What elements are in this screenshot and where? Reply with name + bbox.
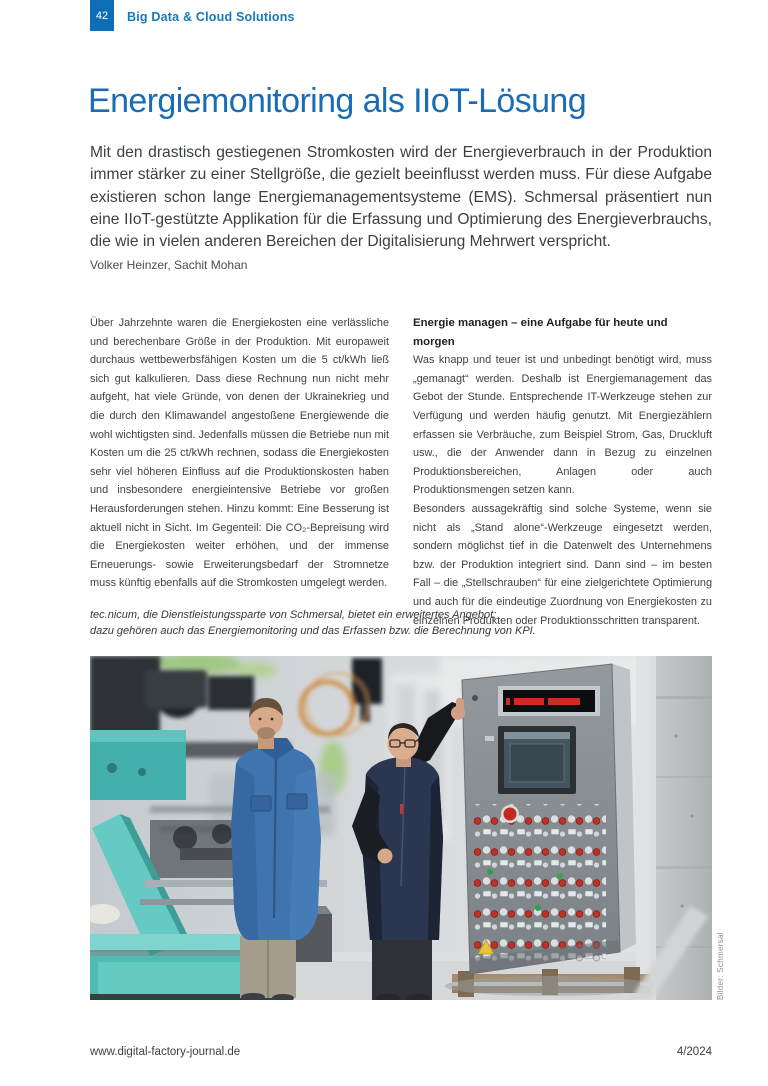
column-right (413, 314, 712, 630)
article-title: Energiemonitoring als IIoT-Lösung (88, 82, 587, 120)
article-body (90, 314, 712, 630)
article-photo-scene (90, 656, 712, 1000)
body-subheading: Energie managen – eine Aufgabe für heute und morgen (413, 317, 668, 348)
photo-caption (90, 608, 712, 639)
photo-caption-line-2: dazu gehören auch das Energiemonitoring und das Erfassen bzw. die Berechnung von KPI. (90, 624, 536, 637)
column-left (90, 314, 389, 630)
photo-credit: Bilder: Schmersal (716, 932, 725, 1000)
page-footer (90, 1046, 712, 1058)
photo-caption-line-1: tec.nicum, die Dienstleistungssparte von Schmersal, bietet ein erweitertes Angebot; (90, 609, 497, 621)
page-number-badge (90, 0, 114, 31)
section-label: Big Data & Cloud Solutions (127, 10, 295, 24)
body-paragraph-left: Über Jahrzehnte waren die Energiekosten eine verlässliche und berechenbare Größe in der Produktion. Mit europaweit durchaus wettbewerbsfähigen Kosten um die 5 ct/kWh ließ sich gut kalkulieren. Dass diese Rechnung nun nicht mehr aufgeht, hat viele Gründe, von denen der Ukrainekrieg und die durch den Klimawandel angestoßene Energiewende die wohl wichtigsten sind. Jedenfalls müssen die Betriebe nun mit Kosten um die 25 ct/kWh rechnen, sodass die Energiekosten sehr viel höheren Einfluss auf die Produktionskosten haben und insbesondere energieintensive Betriebe vor großen Herausforderungen stehen. Hinzu kommt: Eine Besserung ist aktuell nicht in Sicht. Im Gegenteil: Die CO₂-Bepreisung wird die Energiekosten weiter erhöhen, und der immense Erneuerungs- sowie Erweiterungsbedarf der Stromnetze muss künftig ebenfalls auf die Stromkosten umgelegt werden. (90, 317, 389, 590)
photo-control-cabinet (445, 664, 655, 996)
page-number: 42 (95, 9, 109, 22)
body-paragraph-right-2: Besonders aussagekräftig sind solche Systeme, wenn sie nicht als „Stand alone“-Werkzeuge eingesetzt werden, sondern möglichst tief in die Datenwelt des Unternehmens bzw. der Produktion integriert sind. Dann sind – im besten Fall – die „Stellschrauben“ für eine zielgerichtete Optimierung und auch für die eindeutige Zuordnung von Energiekosten zu einzelnen Produkten oder Produktionsschritten transparent. (413, 502, 712, 627)
article-lead: Mit den drastisch gestiegenen Stromkosten wird der Energieverbrauch in der Produktion immer stärker zu einer Stellgröße, die gezielt beeinflusst werden muss. Für diese Aufgabe existieren schon lange Energiemanagementsysteme (EMS). Schmersal präsentiert nun eine IIoT-gestützte Applikation für die Erfassung und Optimierung des Energieverbrauchs, die wie in vielen anderen Bereichen der Digitalisierung Mehrwert verspricht. (90, 144, 712, 251)
footer-issue: 4/2024 (676, 1046, 712, 1058)
article-photo (90, 656, 712, 1000)
body-paragraph-right-1: Was knapp und teuer ist und unbedingt benötigt wird, muss „gemanagt“ werden. Deshalb ist Energiemanagement das Gebot der Stunde. Entsprechende IT-Werkzeuge stehen zur Verfügung und werden häufig genutzt. Mit Energiezählern erfassen sie Verbräuche, zum Beispiel Strom, Gas, Druckluft usw., die der Anwender dann in Bezug zu einzelnen Produktionsbereichen, Anlagen oder auch Produktionsmengen setzen kann. (413, 354, 712, 497)
article-authors: Volker Heinzer, Sachit Mohan (90, 258, 248, 272)
footer-url: www.digital-factory-journal.de (90, 1046, 241, 1058)
